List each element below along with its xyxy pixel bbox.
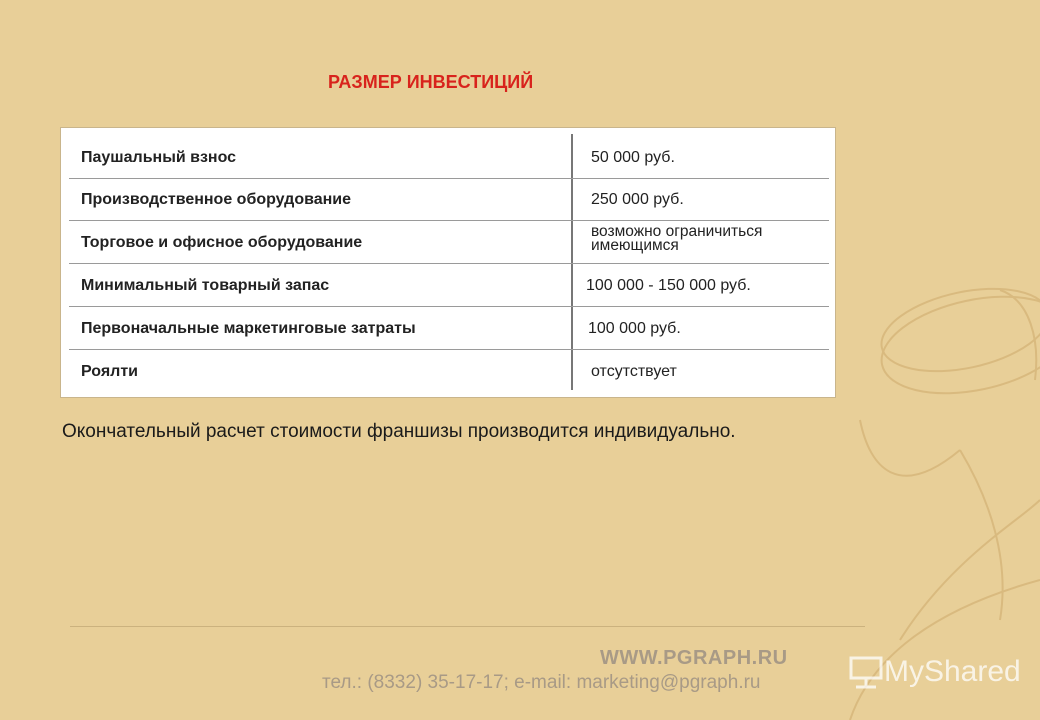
footer-website: WWW.PGRAPH.RU — [600, 647, 788, 669]
page-title: РАЗМЕР ИНВЕСТИЦИЙ — [328, 72, 534, 92]
watermark — [848, 655, 1021, 689]
calculation-note: Окончательный расчет стоимости франшизы производится индивидуально. — [62, 421, 736, 442]
row-label: Первоначальные маркетинговые затраты — [81, 320, 416, 337]
watermark-text: MyShared — [884, 655, 1021, 688]
footer-contact: тел.: (8332) 35-17-17; e-mail: marketing@pgraph.ru — [322, 672, 761, 693]
row-label: Производственное оборудование — [81, 191, 352, 208]
table-row — [69, 307, 829, 350]
row-label: Паушальный взнос — [81, 149, 237, 166]
table-row — [69, 178, 829, 221]
row-value: 100 000 руб. — [588, 320, 681, 337]
table-row — [69, 264, 829, 307]
presentation-icon — [848, 655, 884, 689]
footer-divider — [70, 626, 865, 627]
table-row — [69, 136, 829, 179]
row-value — [591, 225, 762, 253]
row-value: 50 000 руб. — [591, 149, 675, 166]
row-value: отсутствует — [591, 363, 677, 380]
table-row — [69, 221, 829, 264]
row-value-line: возможно ограничиться — [591, 223, 763, 240]
row-label: Торговое и офисное оборудование — [81, 234, 363, 251]
row-value-line: имеющимся — [591, 237, 679, 254]
row-label: Минимальный товарный запас — [81, 277, 330, 294]
row-label: Роялти — [81, 363, 139, 380]
row-value: 100 000 - 150 000 руб. — [586, 277, 751, 294]
table-row — [69, 350, 829, 393]
row-value: 250 000 руб. — [591, 191, 684, 208]
investment-table — [60, 127, 836, 398]
